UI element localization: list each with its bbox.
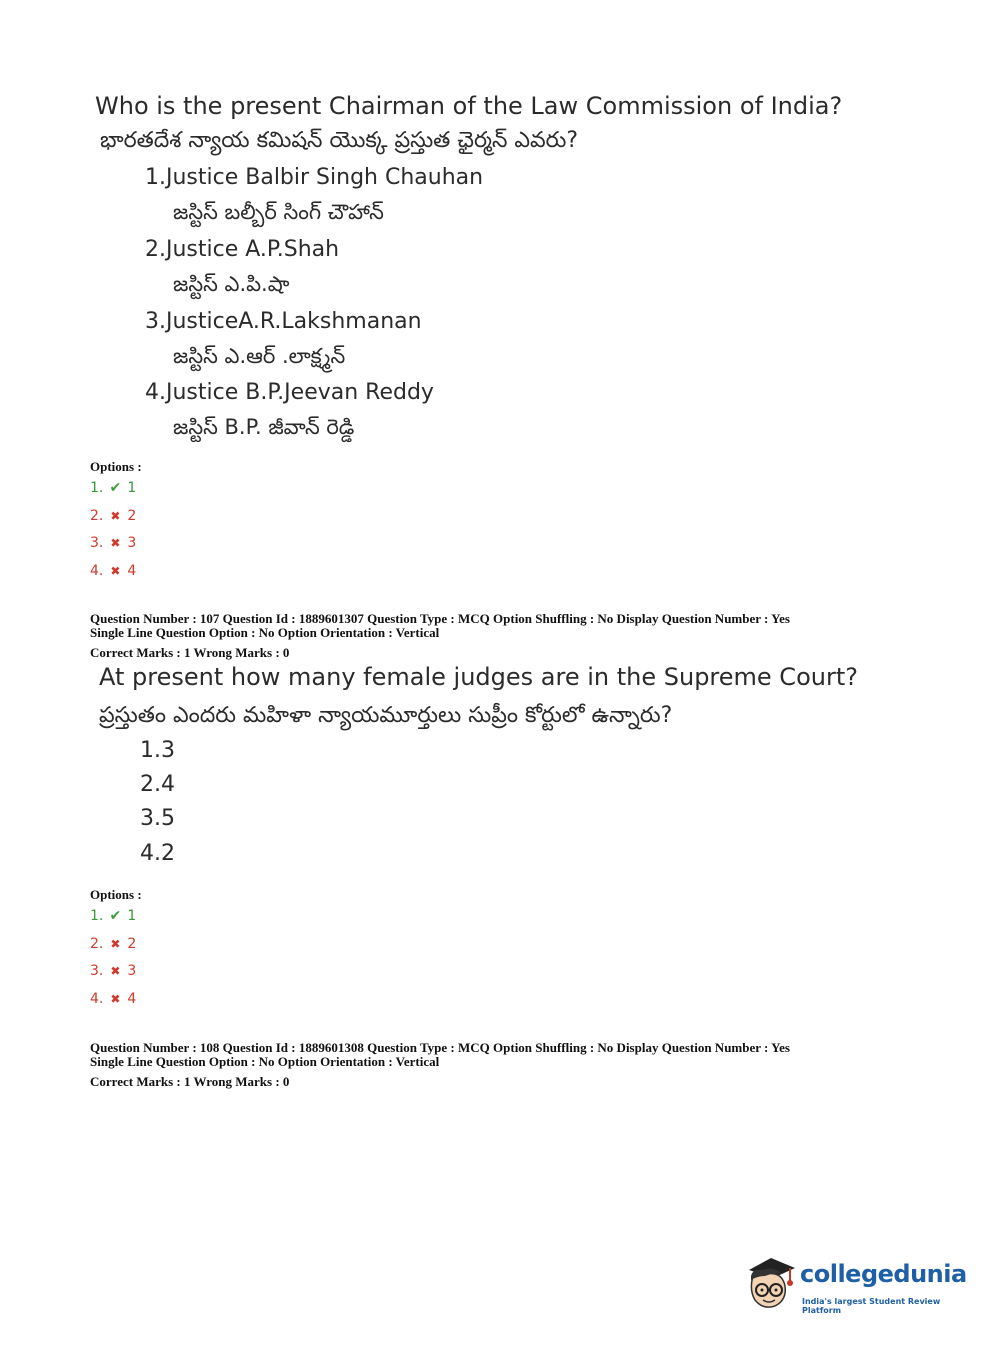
cross-icon: ✖	[110, 564, 121, 578]
choice-3-english: 3.JusticeA.R.Lakshmanan	[145, 309, 422, 334]
option-number: 2.	[90, 508, 104, 524]
choice-2: 2.4	[140, 772, 175, 797]
choice-3-telugu: జస్టిస్ ఎ.ఆర్ .లాక్ష్మన్	[173, 344, 346, 368]
collegedunia-logo	[743, 1250, 968, 1316]
question-106-english: Who is the present Chairman of the Law Commission of India?	[95, 92, 843, 120]
choice-1-english: 1.Justice Balbir Singh Chauhan	[145, 165, 484, 190]
option-row-wrong	[90, 936, 136, 952]
option-value: 2	[127, 508, 137, 524]
cross-icon: ✖	[110, 937, 121, 951]
options-label: Options :	[90, 887, 142, 902]
cross-icon: ✖	[110, 509, 121, 523]
logo-tagline: India's largest Student Review Platform	[802, 1297, 941, 1315]
option-value: 2	[127, 936, 137, 952]
option-value: 4	[127, 563, 137, 579]
checkmark-icon: ✔	[109, 480, 122, 496]
logo-wordmark: collegedunia	[800, 1260, 967, 1288]
cross-icon: ✖	[110, 536, 121, 550]
option-value: 4	[127, 991, 137, 1007]
option-number: 1.	[90, 908, 104, 924]
question-meta-line: Question Number : 108 Question Id : 1889601308 Question Type : MCQ Option Shuffling : No Display Question Number : Yes	[90, 1040, 790, 1055]
option-row-correct	[90, 480, 136, 496]
question-107-english: At present how many female judges are in the Supreme Court?	[99, 663, 858, 691]
marks-line: Correct Marks : 1 Wrong Marks : 0	[90, 1074, 290, 1089]
option-value: 1	[127, 480, 137, 496]
option-number: 3.	[90, 535, 104, 551]
option-number: 4.	[90, 991, 104, 1007]
option-value: 3	[127, 535, 137, 551]
question-106-telugu: భారతదేశ న్యాయ కమిషన్ యొక్క ప్రస్తుత ఛైర్మన్ ఎవరు?	[100, 128, 578, 153]
question-meta-line-2: Single Line Question Option : No Option Orientation : Vertical	[90, 625, 440, 640]
option-number: 3.	[90, 963, 104, 979]
option-row-wrong	[90, 535, 136, 551]
option-number: 1.	[90, 480, 104, 496]
choice-2-english: 2.Justice A.P.Shah	[145, 237, 340, 262]
cross-icon: ✖	[110, 964, 121, 978]
option-number: 4.	[90, 563, 104, 579]
checkmark-icon: ✔	[109, 908, 122, 924]
option-row-correct	[90, 908, 136, 924]
options-label: Options :	[90, 459, 142, 474]
option-value: 3	[127, 963, 137, 979]
choice-3: 3.5	[140, 806, 175, 831]
choice-4-english: 4.Justice B.P.Jeevan Reddy	[145, 380, 434, 405]
choice-1-telugu: జస్టిస్ బల్బీర్ సింగ్ చౌహాన్	[173, 200, 384, 224]
choice-4: 4.2	[140, 841, 175, 866]
option-value: 1	[127, 908, 137, 924]
choice-2-telugu: జస్టిస్ ఎ.పి.షా	[173, 272, 290, 296]
option-row-wrong	[90, 963, 136, 979]
choice-1: 1.3	[140, 738, 175, 763]
marks-line: Correct Marks : 1 Wrong Marks : 0	[90, 645, 290, 660]
option-row-wrong	[90, 991, 136, 1007]
mascot-icon	[743, 1250, 801, 1316]
option-number: 2.	[90, 936, 104, 952]
question-meta-line: Question Number : 107 Question Id : 1889601307 Question Type : MCQ Option Shuffling : No Display Question Number : Yes	[90, 611, 790, 626]
question-meta-line-2: Single Line Question Option : No Option Orientation : Vertical	[90, 1054, 440, 1069]
option-row-wrong	[90, 508, 136, 524]
cross-icon: ✖	[110, 992, 121, 1006]
choice-4-telugu: జస్టిస్ B.P. జీవాన్ రెడ్డి	[173, 415, 355, 439]
option-row-wrong	[90, 563, 136, 579]
question-107-telugu: ప్రస్తుతం ఎందరు మహిళా న్యాయమూర్తులు సుప్రీం కోర్టులో ఉన్నారు?	[99, 703, 673, 728]
